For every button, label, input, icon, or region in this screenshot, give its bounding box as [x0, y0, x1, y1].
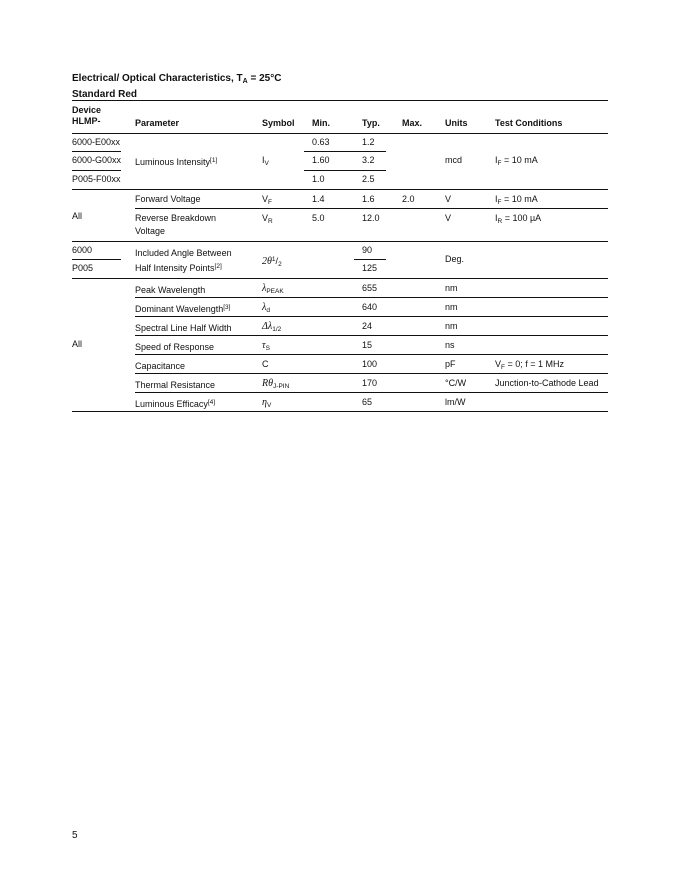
parameter-text: Speed of Response	[135, 342, 215, 352]
symbol-cell	[262, 397, 271, 411]
param-cell	[135, 397, 215, 410]
symbol-subscript: PEAK	[266, 288, 284, 295]
vf-condition-rest: = 10 mA	[501, 194, 538, 204]
angle-symbol-slash: /	[275, 256, 279, 266]
symbol-cell	[262, 302, 270, 316]
rule-all-2	[135, 316, 608, 317]
symbol-text: λ	[262, 302, 267, 313]
symbol-cell	[262, 321, 281, 335]
units-cell	[445, 378, 466, 389]
header-symbol: Symbol	[262, 118, 295, 128]
parameter-text: Thermal Resistance	[135, 380, 216, 390]
units-text: nm	[445, 302, 458, 312]
units-text: lm/W	[445, 397, 466, 407]
angle-symbol	[262, 254, 282, 270]
angle-symbol-sup: 1	[271, 256, 276, 263]
rule-all-1	[135, 297, 608, 298]
angle-symbol-text: 2θ	[262, 256, 272, 267]
title-suffix: = 25°C	[247, 73, 282, 84]
header-min: Min.	[312, 118, 330, 128]
rule-li-1b	[304, 151, 386, 152]
angle-device-1: 6000	[72, 245, 93, 255]
units-text: ns	[445, 340, 455, 350]
angle-parameter-line2: Half Intensity Points	[135, 263, 215, 273]
parameter-footnote: [3]	[223, 304, 231, 311]
units-cell	[445, 302, 458, 313]
rule-li-2	[72, 170, 121, 171]
vf-condition-sub: F	[497, 199, 502, 206]
angle-parameter	[135, 248, 232, 274]
vr-symbol-text: V	[262, 213, 269, 223]
li-parameter-text: Luminous Intensity	[135, 157, 211, 167]
typ-value: 170	[362, 378, 378, 388]
typ-cell	[362, 321, 372, 332]
header-typ: Typ.	[362, 118, 380, 128]
table-title	[72, 72, 281, 88]
parameter-text: Peak Wavelength	[135, 285, 206, 295]
parameter-text: Luminous Efficacy	[135, 399, 208, 409]
header-max: Max.	[402, 118, 423, 128]
li-min-2: 1.60	[312, 155, 330, 165]
vr-symbol	[262, 213, 273, 227]
li-units: mcd	[445, 155, 463, 165]
rule-li-2b	[304, 170, 386, 171]
typ-value: 65	[362, 397, 373, 407]
condition-cell	[495, 359, 564, 373]
title-subscript: A	[242, 78, 248, 85]
symbol-subscript: d	[266, 307, 270, 314]
symbol-subscript: 1/2	[272, 326, 282, 333]
li-symbol	[262, 155, 269, 169]
symbol-cell	[262, 378, 289, 392]
rule-angle-1b	[354, 259, 386, 260]
rule-header	[72, 133, 608, 134]
param-cell	[135, 283, 205, 296]
table-heading	[72, 72, 281, 101]
units-cell	[445, 359, 456, 370]
symbol-subscript: S	[265, 345, 270, 352]
vf-symbol-sub: F	[268, 199, 272, 206]
typ-value: 640	[362, 302, 378, 312]
typ-cell	[362, 397, 372, 408]
units-cell	[445, 321, 458, 332]
vf-condition	[495, 194, 538, 208]
typ-value: 100	[362, 359, 378, 369]
page-number: 5	[72, 830, 78, 841]
angle-device-2: P005	[72, 263, 94, 273]
parameter-text: Capacitance	[135, 361, 186, 371]
symbol-cell	[262, 359, 269, 373]
header-device-line1: Device	[72, 105, 102, 115]
li-parameter	[135, 155, 217, 168]
vr-parameter-line1: Reverse Breakdown	[135, 213, 217, 223]
rule-li-end	[72, 189, 608, 190]
condition-text: Junction-to-Cathode Lead	[495, 378, 599, 388]
li-min-1: 0.63	[312, 137, 330, 147]
rule-bottom	[72, 411, 608, 412]
vr-condition-sub: R	[497, 218, 503, 225]
param-cell	[135, 340, 214, 353]
condition-subscript: F	[501, 364, 505, 371]
rule-vr-end	[72, 241, 608, 242]
li-condition-sub: F	[497, 160, 502, 167]
vf-max: 2.0	[402, 194, 415, 204]
li-device-3: P005-F00xx	[72, 174, 121, 184]
symbol-text: τ	[262, 340, 266, 351]
rule-angle-1	[72, 259, 121, 260]
typ-value: 24	[362, 321, 373, 331]
characteristics-table	[72, 100, 608, 412]
typ-value: 15	[362, 340, 373, 350]
li-condition-text: I	[495, 155, 498, 165]
vr-condition	[495, 213, 541, 227]
rule-angle-end	[72, 278, 608, 279]
li-footnote: [1]	[210, 157, 218, 164]
units-cell	[445, 283, 458, 294]
condition-rest: = 0; f = 1 MHz	[505, 359, 565, 369]
condition-text: V	[495, 359, 502, 369]
rule-all-6	[135, 392, 608, 393]
units-cell	[445, 340, 455, 351]
header-test-conditions: Test Conditions	[495, 118, 563, 128]
angle-footnote: [2]	[214, 263, 222, 270]
rule-all-5	[135, 373, 608, 374]
vf-symbol	[262, 194, 272, 208]
li-device-2: 6000-G00xx	[72, 155, 122, 165]
rule-li-1	[72, 151, 121, 152]
li-symbol-sub: V	[264, 160, 269, 167]
li-typ-1: 1.2	[362, 137, 375, 147]
li-min-3: 1.0	[312, 174, 325, 184]
typ-cell	[362, 378, 377, 389]
title-text: Electrical/ Optical Characteristics, T	[72, 73, 243, 84]
vr-parameter-line2: Voltage	[135, 226, 166, 236]
parameter-footnote: [4]	[207, 399, 216, 406]
all-device: All	[72, 339, 83, 349]
vf-min: 1.4	[312, 194, 325, 204]
parameter-text: Spectral Line Half Width	[135, 323, 232, 333]
table-subtitle: Standard Red	[72, 89, 138, 100]
header-device	[72, 105, 101, 127]
symbol-text: λ	[262, 283, 267, 294]
condition-cell	[495, 378, 599, 392]
symbol-subscript: V	[266, 402, 272, 409]
angle-symbol-sub: 2	[278, 261, 282, 268]
header-units: Units	[445, 118, 468, 128]
units-cell	[445, 397, 466, 408]
typ-cell	[362, 359, 377, 370]
symbol-text: Rθ	[262, 378, 274, 389]
symbol-subscript: J-PIN	[273, 383, 290, 390]
vr-parameter	[135, 213, 216, 237]
typ-cell	[362, 302, 377, 313]
param-cell	[135, 378, 215, 391]
symbol-text: C	[262, 359, 269, 369]
angle-typ-2: 125	[362, 263, 378, 273]
units-text: pF	[445, 359, 456, 369]
angle-typ-1: 90	[362, 245, 373, 255]
vr-condition-text: I	[495, 213, 498, 223]
typ-cell	[362, 340, 372, 351]
voltage-device: All	[72, 211, 83, 221]
rule-all-4	[135, 354, 608, 355]
li-condition	[495, 155, 538, 169]
rule-top	[72, 100, 608, 101]
vf-typ: 1.6	[362, 194, 375, 204]
angle-parameter-line1: Included Angle Between	[135, 248, 232, 258]
header-device-line2: HLMP-	[72, 116, 101, 126]
vr-typ: 12.0	[362, 213, 380, 223]
li-device-1: 6000-E00xx	[72, 137, 121, 147]
angle-units: Deg.	[445, 254, 465, 264]
symbol-cell	[262, 340, 270, 354]
angle-parameter-line2-wrap	[135, 261, 232, 274]
units-text: °C/W	[445, 378, 467, 388]
units-text: nm	[445, 321, 458, 331]
li-typ-3: 2.5	[362, 174, 375, 184]
units-text: nm	[445, 283, 458, 293]
param-cell	[135, 302, 230, 315]
li-symbol-text: I	[262, 155, 265, 165]
typ-value: 655	[362, 283, 378, 293]
rule-vf	[135, 208, 608, 209]
symbol-cell	[262, 283, 284, 297]
parameter-text: Dominant Wavelength	[135, 304, 224, 314]
li-typ-2: 3.2	[362, 155, 375, 165]
param-cell	[135, 321, 232, 334]
rule-all-3	[135, 335, 608, 336]
vr-min: 5.0	[312, 213, 325, 223]
symbol-text: η	[262, 397, 267, 408]
vr-symbol-sub: R	[268, 218, 273, 225]
vf-units: V	[445, 194, 452, 204]
vr-condition-rest: = 100 µA	[502, 213, 542, 223]
vf-condition-text: I	[495, 194, 498, 204]
vf-symbol-text: V	[262, 194, 269, 204]
header-parameter: Parameter	[135, 118, 180, 128]
li-condition-rest: = 10 mA	[501, 155, 538, 165]
symbol-text: Δλ	[262, 321, 273, 332]
typ-cell	[362, 283, 377, 294]
vf-parameter: Forward Voltage	[135, 194, 201, 204]
vr-units: V	[445, 213, 452, 223]
param-cell	[135, 359, 185, 372]
